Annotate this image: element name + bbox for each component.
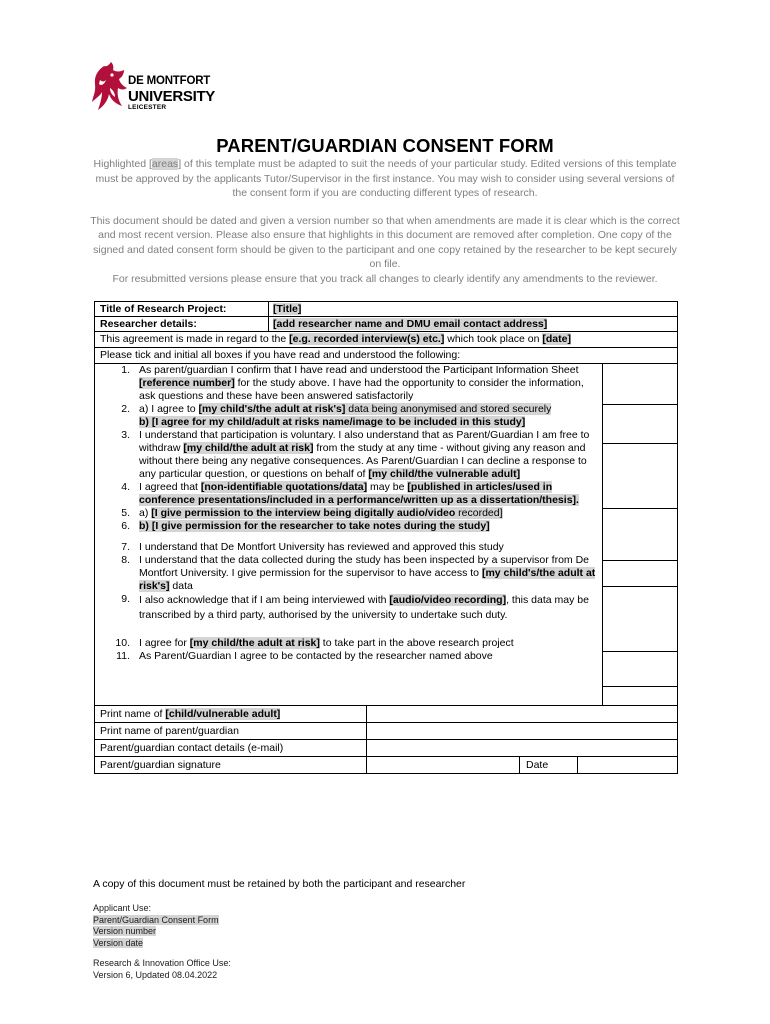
table-row (95, 723, 677, 740)
retention-note: A copy of this document must be retained by both the participant and researcher (93, 878, 466, 890)
intro-paragraph-3: For resubmitted versions please ensure that you track all changes to clearly identify any amendments to the reviewer. (112, 272, 658, 285)
list-item (95, 637, 677, 650)
item-text: I understand that participation is voluntary. I also understand that as Parent/Guardian I am free to withdraw [my child/the adult at risk] from the study at any time - without giving any reason and without there being any negative consequences. As Parent/Guardian I can decline a response to any particular question, or questions on behalf of [my child/the vulnerable adult] (139, 429, 590, 480)
version-date: Version date (93, 937, 144, 948)
guardian-email-label: Parent/guardian contact details (e-mail) (100, 742, 284, 754)
table-row (95, 757, 677, 773)
date-label: Date (519, 757, 577, 773)
list-item (95, 364, 677, 403)
item-number: 8. (121, 554, 130, 566)
participant-details-table (94, 705, 678, 774)
intro-text: ] of this template must be adapted to suit the needs of your particular study. Edited versions of this template must be approved by the applicants Tutor/Supervisor in the first instance. You may wish to consider using several versions of the consent form if you are conducting different types of research. (95, 158, 677, 199)
applicant-use-heading: Applicant Use: (93, 903, 152, 913)
list-item (95, 403, 677, 416)
item-text: I understand that the data collected during the study has been inspected by a supervisor from De Montfort University. I give permission for the supervisor to have access to [my child's/the adult at risk's] data (139, 554, 596, 592)
office-use-block (93, 958, 231, 981)
item-number: 7. (121, 541, 130, 553)
university-logo (90, 62, 240, 114)
item-number: 2. (121, 403, 130, 415)
item-text: As parent/guardian I confirm that I have read and understood the Participant Information Sheet [reference number] for the study above. I have had the opportunity to consider the information, ask questions and these have been answered satisfactorily (139, 364, 584, 402)
griffin-crest-icon (90, 62, 130, 114)
item-text: I agreed that [non-identifiable quotations/data] may be [published in articles/used in conference presentations/included in a performance/written up as a dissertation/thesis]. (139, 481, 579, 506)
item-text: I understand that De Montfort University has reviewed and approved this study (139, 541, 504, 553)
table-row (95, 740, 677, 757)
item-number: 6. (121, 520, 130, 532)
agreement-date-placeholder: [date] (542, 333, 571, 345)
intro-paragraph-1 (90, 157, 680, 201)
item-text: I agree for [my child/the adult at risk] to take part in the above research project (139, 637, 514, 649)
researcher-details-row (95, 317, 677, 332)
version-number: Version number (93, 926, 157, 936)
form-name: Parent/Guardian Consent Form (93, 914, 219, 925)
project-title-placeholder: [Title] (273, 303, 302, 315)
intro-instructions (90, 157, 680, 286)
date-field[interactable] (577, 757, 677, 773)
agreement-row (95, 332, 677, 348)
office-use-heading: Research & Innovation Office Use: (93, 958, 231, 968)
item-number: 11. (116, 650, 130, 662)
project-title-value[interactable] (268, 302, 677, 316)
logo-line-3: LEICESTER (128, 103, 167, 111)
researcher-details-label: Researcher details: (100, 318, 197, 330)
list-item (95, 593, 677, 623)
list-item (95, 520, 677, 533)
item-text: As Parent/Guardian I agree to be contacted by the researcher named above (139, 650, 493, 662)
applicant-use-block (93, 903, 219, 949)
consent-table (94, 301, 678, 706)
researcher-details-value[interactable] (268, 317, 677, 331)
list-item (95, 507, 677, 520)
form-title: PARENT/GUARDIAN CONSENT FORM (216, 135, 554, 156)
consent-items (95, 364, 677, 705)
highlight-areas: areas (151, 158, 179, 170)
child-name-field[interactable] (366, 706, 677, 722)
signature-field[interactable] (367, 757, 519, 773)
child-name-label: Print name of [child/vulnerable adult] (100, 708, 281, 720)
project-title-row (95, 302, 677, 317)
item-number: 5. (121, 507, 130, 519)
project-title-label: Title of Research Project: (100, 303, 227, 315)
logo-line-2: UNIVERSITY (128, 87, 216, 105)
item-number: 9. (121, 593, 130, 605)
item-text: I also acknowledge that if I am being interviewed with [audio/video recording], this data may be transcribed by a third party, authorised by the university to undertake such duty. (139, 594, 589, 621)
logo-wordmark (128, 76, 215, 111)
list-item (95, 429, 677, 481)
item-text: b) [I give permission for the researcher to take notes during the study] (139, 520, 490, 532)
list-item (95, 554, 677, 593)
guardian-email-field[interactable] (366, 740, 677, 756)
item-text: a) I agree to [my child's/the adult at risk's] data being anonymised and stored securely (139, 403, 552, 415)
signature-row (366, 757, 677, 773)
tick-box[interactable] (603, 686, 677, 687)
item-number: 4. (121, 481, 130, 493)
office-version: Version 6, Updated 08.04.2022 (93, 969, 218, 980)
item-text: b) [I agree for my child/adult at risks name/image to be included in this study] (139, 416, 526, 428)
signature-label: Parent/guardian signature (100, 759, 221, 771)
guardian-name-label: Print name of parent/guardian (100, 725, 239, 737)
researcher-placeholder: [add researcher name and DMU email contact address] (273, 318, 548, 330)
agreement-text: which took place on (444, 333, 543, 345)
agreement-text: This agreement is made in regard to the (100, 333, 290, 345)
agreement-type-placeholder: [e.g. recorded interview(s) etc.] (289, 333, 445, 345)
list-item (95, 650, 677, 663)
list-item (95, 481, 677, 507)
list-item (95, 416, 677, 429)
list-item (95, 541, 677, 554)
intro-paragraph-2: This document should be dated and given a version number so that when amendments are made it is clear which is the correct and most recent version. Please also ensure that highlights in this document are removed after completion. One copy of the signed and dated consent form should be given to the participant and one copy retained by the researcher to be kept securely on file. (90, 214, 680, 270)
item-text: a) [I give permission to the interview being digitally audio/video recorded] (139, 507, 503, 519)
item-number: 3. (121, 429, 130, 441)
logo-line-1: DE MONTFORT (128, 75, 211, 87)
intro-text: Highlighted [ (93, 158, 152, 170)
item-number: 1. (121, 364, 130, 376)
item-number: 10. (115, 637, 130, 649)
guardian-name-field[interactable] (366, 723, 677, 739)
instruction-row: Please tick and initial all boxes if you have read and understood the following: (95, 348, 677, 364)
table-row (95, 706, 677, 723)
